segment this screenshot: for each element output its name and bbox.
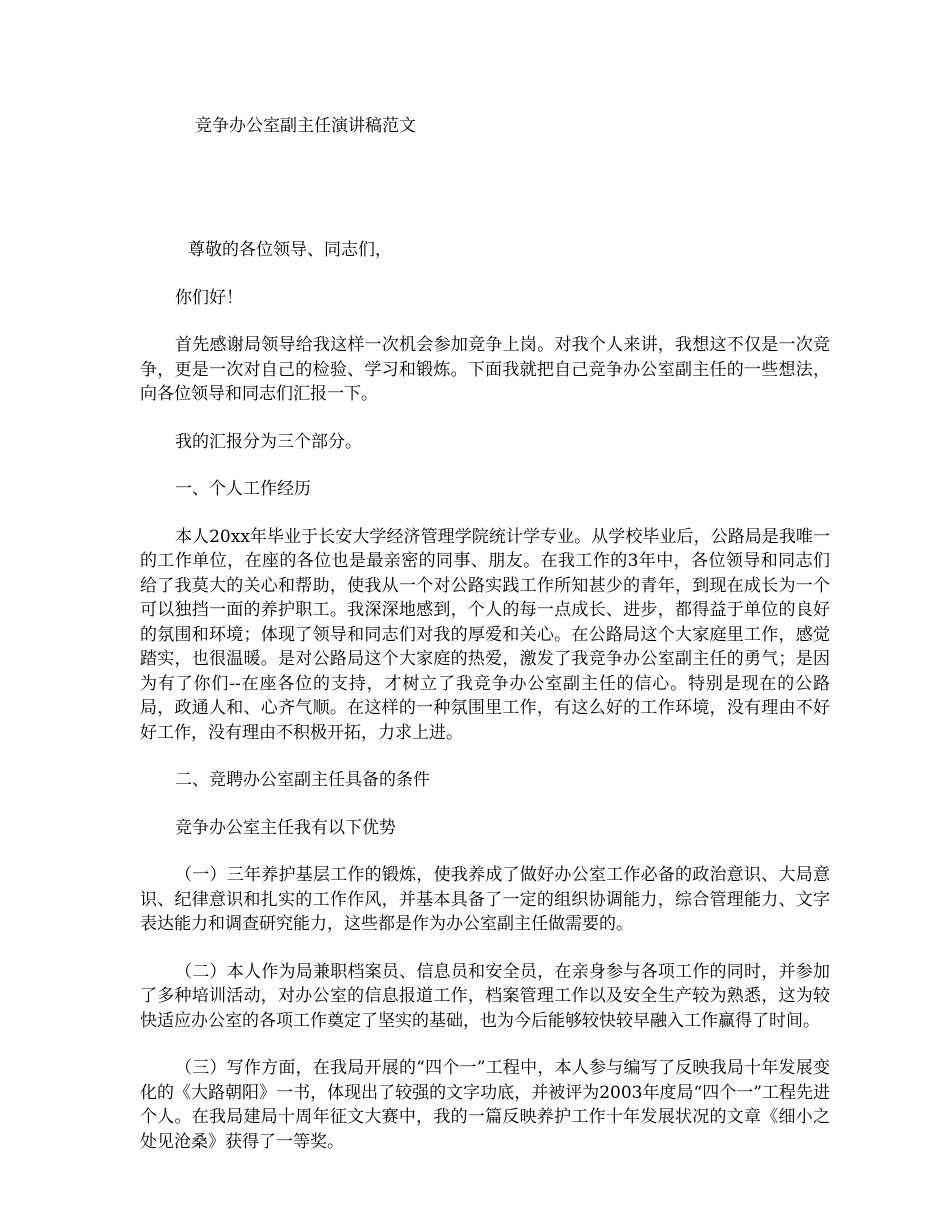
advantage-item-2: （二）本人作为局兼职档案员、信息员和安全员，在亲身参与各项工作的同时，并参加了多种培训活动，对办公室的信息报道工作，档案管理工作以及安全生产较为熟悉，这为较快适应办公室的各项工作奠定了坚实的基础，也为今后能够较快较早融入工作赢得了时间。 bbox=[140, 961, 830, 1031]
experience-paragraph: 本人20xx年毕业于长安大学经济管理学院统计学专业。从学校毕业后，公路局是我唯一的工作单位，在座的各位也是最亲密的同事、朋友。在我工作的3年中，各位领导和同志们给了我莫大的关心和帮助，使我从一个对公路实践工作所知甚少的青年，到现在成长为一个可以独挡一面的养护职工。我深深地感到，个人的每一点成长、进步，都得益于单位的良好的氛围和环境；体现了领导和同志们对我的厚爱和关心。在公路局这个大家庭里工作，感觉踏实，也很温暖。是对公路局这个大家庭的热爱，激发了我竞争办公室副主任的勇气；是因为有了你们--在座各位的支持，才树立了我竞争办公室副主任的信心。特别是现在的公路局，政通人和、心齐气顺。在这样的一种氛围里工作，有这么好的工作环境，没有理由不好好工作，没有理由不积极开拓，力求上进。 bbox=[140, 526, 830, 743]
report-outline: 我的汇报分为三个部分。 bbox=[175, 431, 362, 452]
advantage-item-3: （三）写作方面，在我局开展的“四个一”工程中，本人参与编写了反映我局十年发展变化的《大路朝阳》一书，体现出了较强的文字功底，并被评为2003年度局“四个一”工程先进个人。在我局建局十周年征文大赛中，我的一篇反映养护工作十年发展状况的文章《细小之处见沧桑》获得了一等奖。 bbox=[140, 1058, 830, 1152]
section-heading-2: 二、竞聘办公室副主任具备的条件 bbox=[175, 770, 430, 790]
advantage-item-1: （一）三年养护基层工作的锻炼，使我养成了做好办公室工作必备的政治意识、大局意识、纪律意识和扎实的工作作风，并基本具备了一定的组织协调能力，综合管理能力、文字表达能力和调查研究能力，这些都是作为办公室副主任做需要的。 bbox=[140, 865, 830, 934]
document-title: 竞争办公室副主任演讲稿范文 bbox=[195, 116, 416, 136]
section-heading-1: 一、个人工作经历 bbox=[175, 479, 311, 499]
document-body bbox=[140, 238, 830, 1177]
opening-paragraph: 首先感谢局领导给我这样一次机会参加竞争上岗。对我个人来讲，我想这不仅是一次竞争，更是一次对自己的检验、学习和锻炼。下面我就把自己竞争办公室副主任的一些想法，向各位领导和同志们汇报一下。 bbox=[140, 335, 830, 404]
advantages-intro: 竞争办公室主任我有以下优势 bbox=[175, 817, 396, 838]
greeting: 你们好！ bbox=[175, 287, 243, 308]
salutation: 尊敬的各位领导、同志们， bbox=[188, 240, 392, 260]
